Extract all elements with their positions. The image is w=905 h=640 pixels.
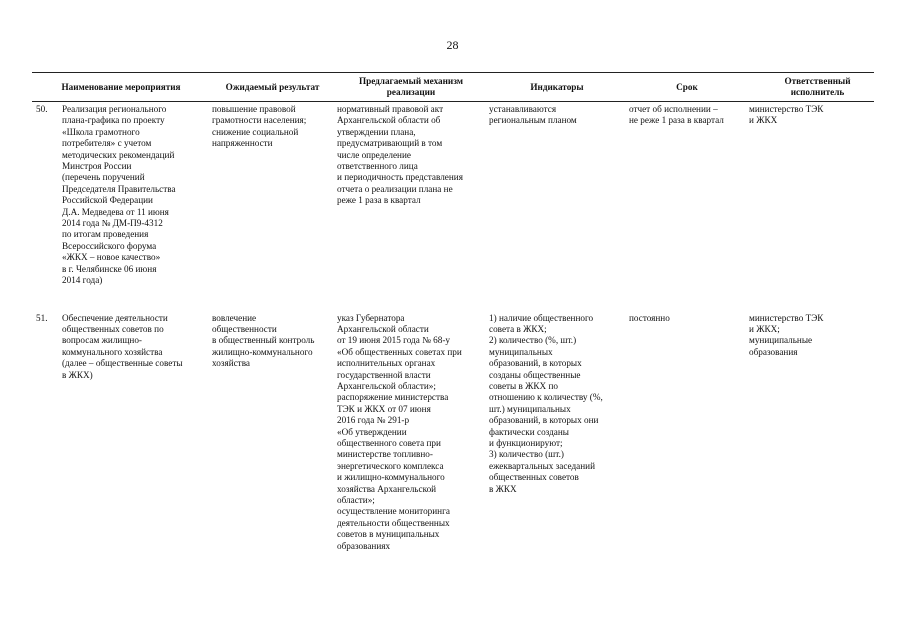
text-line: муниципальных (489, 346, 553, 357)
text-line: фактически созданы (489, 426, 569, 437)
text-line: деятельности общественных (337, 517, 450, 528)
text-line: и периодичность представления (337, 172, 463, 183)
page-number: 28 (446, 38, 459, 52)
text-line: Председателя Правительства (62, 183, 176, 194)
text-line: 1) наличие общественного (489, 312, 594, 323)
text-line: напряженности (212, 138, 273, 149)
text-line: ежеквартальных заседаний (489, 460, 596, 471)
text-line: образований, в которых они (489, 415, 599, 426)
text-line: методических рекомендаций (62, 149, 175, 160)
text-line: плана-графика по проекту (62, 115, 165, 126)
text-line: общественных советов по (62, 323, 164, 334)
row-spacer-cell (32, 287, 874, 311)
text-line: повышение правовой (212, 104, 296, 114)
text-line: отчет об исполнении – (629, 104, 718, 114)
text-line: образованиях (337, 540, 391, 551)
cell-result (210, 311, 335, 553)
text-line: исполнительных органах (337, 358, 436, 369)
text-line: Архангельской области об (337, 115, 441, 126)
text-line: шт.) муниципальных (489, 403, 571, 414)
text-line: и функционируют; (489, 437, 563, 448)
text-line: не реже 1 раза в квартал (629, 115, 724, 126)
text-line: образований, в которых (489, 358, 582, 369)
text-line: «Об общественных советах при (337, 346, 462, 357)
text-line: Д.А. Медведева от 11 июня (62, 206, 169, 217)
header-result: Ожидаемый результат (210, 73, 335, 102)
text-line: осуществление мониторинга (337, 506, 450, 517)
text-line: Архангельской области (337, 323, 429, 334)
text-line: нормативный правовой акт (337, 104, 444, 114)
text-line: в общественный контроль (212, 335, 315, 346)
text-line: Обеспечение деятельности (62, 312, 168, 323)
text-line: в ЖКХ (489, 483, 517, 494)
text-line: министерстве топливно- (337, 449, 433, 460)
text-line: в г. Челябинске 06 июня (62, 263, 157, 274)
text-line: ответственного лица (337, 161, 418, 172)
text-line: образования (749, 346, 798, 357)
text-line: и ЖКХ (749, 115, 778, 126)
name-cell-wrap (34, 313, 208, 381)
text-line: «ЖКХ – новое качество» (62, 252, 161, 263)
cell-mechanism (335, 311, 487, 553)
cell-executor (747, 311, 874, 553)
cell-indicators (487, 102, 627, 287)
text-line: (далее – общественные советы (62, 358, 183, 369)
text-line: хозяйства Архангельской (337, 483, 437, 494)
text-line: 2014 года) (62, 275, 103, 286)
text-line: утверждении плана, (337, 126, 416, 137)
text-line: созданы общественные (489, 369, 581, 380)
cell-name (32, 102, 210, 287)
text-line: советов в муниципальных (337, 529, 440, 540)
row-spacer (32, 287, 874, 311)
measures-table (32, 72, 874, 552)
text-line: указ Губернатора (337, 312, 405, 323)
text-line: министерство ТЭК (749, 312, 824, 323)
text-line: от 19 июня 2015 года № 68-у (337, 335, 450, 346)
text-line: 3) количество (шт.) (489, 449, 564, 460)
row-number: 51. (36, 312, 48, 323)
text-line: постоянно (629, 312, 670, 323)
text-line: Минстроя России (62, 161, 132, 172)
text-line: 2016 года № 291-р (337, 415, 410, 426)
text-line: 2) количество (%, шт.) (489, 335, 577, 346)
cell-executor (747, 102, 874, 287)
text-line: региональным планом (489, 115, 577, 126)
text-line: числе определение (337, 149, 411, 160)
header-executor: Ответственный исполнитель (747, 73, 874, 102)
text-line: Всероссийского форума (62, 240, 157, 251)
text-line: общественных советов (489, 472, 579, 483)
text-line: области»; (337, 495, 375, 505)
text-line: отношению к количеству (%, (489, 392, 603, 403)
cell-term (627, 102, 747, 287)
text-line: хозяйства (212, 358, 250, 369)
text-line: распоряжение министерства (337, 392, 449, 403)
table-header-row (32, 73, 874, 102)
text-line: по итогам проведения (62, 229, 149, 240)
text-line: вопросам жилищно- (62, 335, 142, 346)
text-line: вовлечение (212, 312, 257, 323)
text-line: реже 1 раза в квартал (337, 195, 421, 206)
text-line: жилищно-коммунального (212, 346, 313, 357)
text-line: энергетического комплекса (337, 460, 444, 471)
text-line: потребителя» с учетом (62, 138, 152, 149)
text-line: отчета о реализации плана не (337, 183, 453, 194)
cell-term (627, 311, 747, 553)
cell-name (32, 311, 210, 553)
table-row (32, 311, 874, 553)
text-line: «Об утверждении (337, 426, 407, 437)
text-line: Реализация регионального (62, 104, 167, 114)
cell-mechanism (335, 102, 487, 287)
text-line: общественности (212, 323, 277, 334)
text-line: снижение социальной (212, 126, 299, 137)
text-line: совета в ЖКХ; (489, 323, 547, 334)
text-line: в ЖКХ) (62, 369, 93, 380)
text-line: «Школа грамотного (62, 126, 140, 137)
measure-name (62, 313, 183, 381)
header-mechanism: Предлагаемый механизм реализации (335, 73, 487, 102)
text-line: и ЖКХ; (749, 323, 780, 334)
text-line: ТЭК и ЖКХ от 07 июня (337, 403, 431, 414)
row-number: 50. (36, 104, 48, 114)
text-line: Российской Федерации (62, 195, 153, 206)
table-row (32, 102, 874, 287)
text-line: государственной власти (337, 369, 431, 380)
header-name: Наименование мероприятия (32, 73, 210, 102)
text-line: муниципальные (749, 335, 813, 346)
text-line: и жилищно-коммунального (337, 472, 445, 483)
text-line: Архангельской области»; (337, 380, 436, 391)
header-indicators: Индикаторы (487, 73, 627, 102)
measure-name (62, 104, 176, 287)
text-line: министерство ТЭК (749, 104, 824, 114)
text-line: коммунального хозяйства (62, 346, 163, 357)
text-line: общественного совета при (337, 437, 441, 448)
text-line: грамотности населения; (212, 115, 307, 126)
text-line: устанавливаются (489, 104, 557, 114)
text-line: (перечень поручений (62, 172, 145, 183)
cell-result (210, 102, 335, 287)
header-term: Срок (627, 73, 747, 102)
name-cell-wrap (34, 104, 208, 287)
text-line: 2014 года № ДМ-П9-4312 (62, 218, 163, 229)
text-line: предусматривающий в том (337, 138, 443, 149)
cell-indicators (487, 311, 627, 553)
text-line: советы в ЖКХ по (489, 380, 558, 391)
